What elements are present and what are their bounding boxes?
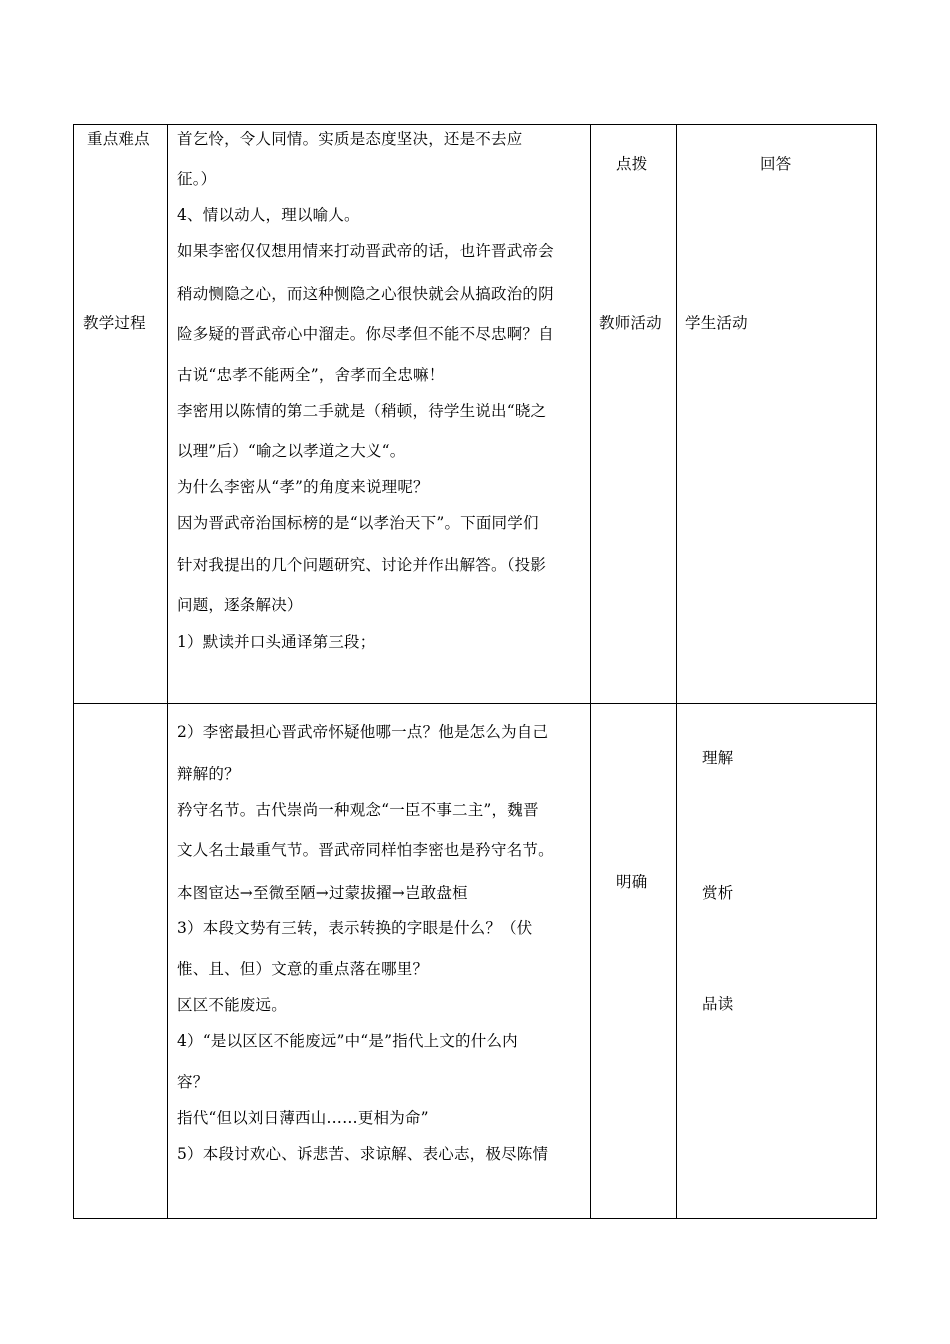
body-line: 容？ [177, 1073, 209, 1091]
body-line: 4、情以动人，理以喻人。 [177, 206, 360, 224]
label-teacher-activity: 教师活动 [599, 314, 662, 332]
label-teaching-process: 教学过程 [83, 314, 146, 332]
student-item-appreciate: 赏析 [702, 884, 734, 902]
body-line: 因为晋武帝治国标榜的是“以孝治天下”。下面同学们 [177, 514, 539, 532]
body-line: 5）本段讨欢心、诉悲苦、求谅解、表心志，极尽陈情 [177, 1145, 549, 1163]
student-item-read: 品读 [702, 995, 734, 1013]
label-key-points: 重点难点 [87, 130, 150, 148]
body-line: 惟、且、但）文意的重点落在哪里？ [177, 960, 429, 978]
column-divider-1 [167, 124, 168, 1219]
body-line: 首乞怜，令人同情。实质是态度坚决，还是不去应 [177, 130, 523, 148]
body-line: 针对我提出的几个问题研究、讨论并作出解答。（投影 [177, 556, 547, 574]
table-border-left [73, 124, 74, 1219]
body-line: 古说“忠孝不能两全”，舍孝而全忠嘛！ [177, 366, 445, 384]
body-line: 矜守名节。古代崇尚一种观念“一臣不事二主”，魏晋 [177, 801, 539, 819]
label-guidance: 点拨 [616, 155, 648, 173]
body-line: 3）本段文势有三转，表示转换的字眼是什么？（伏 [177, 919, 533, 937]
body-line: 问题，逐条解决） [177, 596, 303, 614]
body-line: 李密用以陈情的第二手就是（稍顿，待学生说出“晓之 [177, 402, 547, 420]
body-line: 辩解的？ [177, 765, 240, 783]
row-divider [73, 703, 877, 704]
body-line: 为什么李密从“孝”的角度来说理呢？ [177, 478, 429, 496]
body-line: 稍动恻隐之心，而这种恻隐之心很快就会从搞政治的阴 [177, 285, 554, 303]
table-border-bottom [73, 1218, 877, 1219]
student-item-understand: 理解 [702, 749, 734, 767]
table-border-top [73, 124, 877, 125]
body-line: 区区不能废远。 [177, 996, 287, 1014]
column-divider-3 [676, 124, 677, 1219]
label-answer: 回答 [760, 155, 792, 173]
body-line: 指代“但以刘日薄西山……更相为命” [177, 1109, 429, 1127]
body-line: 征。） [177, 170, 217, 188]
column-divider-2 [590, 124, 591, 1219]
body-line: 1）默读并口头通译第三段； [177, 633, 376, 651]
body-line: 2）李密最担心晋武帝怀疑他哪一点？他是怎么为自己 [177, 723, 549, 741]
body-line: 险多疑的晋武帝心中溜走。你尽孝但不能不尽忠啊？自 [177, 325, 554, 343]
body-line: 4）“是以区区不能废远”中“是”指代上文的什么内 [177, 1032, 518, 1050]
body-line: 如果李密仅仅想用情来打动晋武帝的话，也许晋武帝会 [177, 242, 554, 260]
table-border-right [876, 124, 877, 1219]
label-clarify: 明确 [616, 873, 648, 891]
label-student-activity: 学生活动 [685, 314, 748, 332]
body-line: 文人名士最重气节。晋武帝同样怕李密也是矜守名节。 [177, 841, 554, 859]
body-line: 以理”后）“喻之以孝道之大义“。 [177, 442, 406, 460]
body-line: 本图宦达→至微至陋→过蒙拔擢→岂敢盘桓 [177, 884, 468, 902]
lesson-plan-table [73, 124, 877, 1219]
